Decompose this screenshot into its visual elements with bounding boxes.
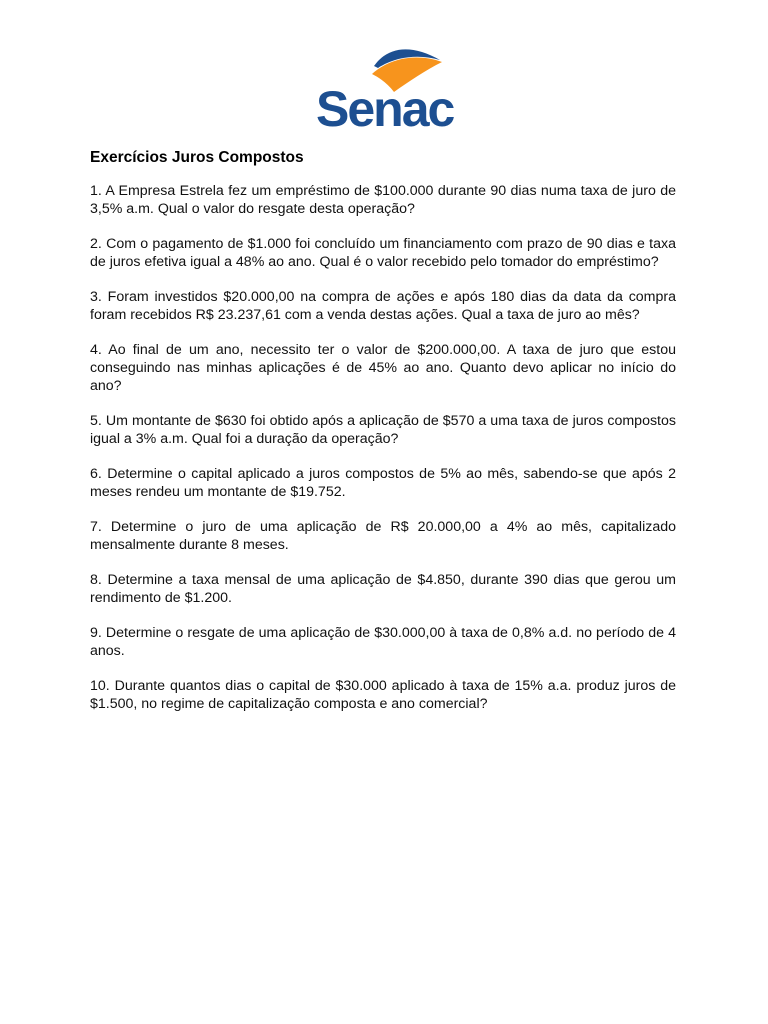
exercise-9: 9. Determine o resgate de uma aplicação de $30.000,00 à taxa de 0,8% a.d. no período de 4 anos. (90, 625, 676, 659)
senac-logo (316, 44, 456, 130)
exercise-8: 8. Determine a taxa mensal de uma aplicação de $4.850, durante 390 dias que gerou um rendimento de $1.200. (90, 572, 676, 606)
exercise-1: 1. A Empresa Estrela fez um empréstimo de $100.000 durante 90 dias numa taxa de juro de 3,5% a.m. Qual o valor do resgate desta operação? (90, 183, 676, 217)
senac-logo-graphic (316, 44, 456, 130)
svg-text:Senac: Senac (316, 81, 454, 130)
exercise-10: 10. Durante quantos dias o capital de $30.000 aplicado à taxa de 15% a.a. produz juros de $1.500, no regime de capitalização composta e ano comercial? (90, 678, 676, 712)
exercise-3: 3. Foram investidos $20.000,00 na compra de ações e após 180 dias da data da compra foram recebidos R$ 23.237,61 com a venda destas ações. Qual a taxa de juro ao mês? (90, 289, 676, 323)
exercise-2: 2. Com o pagamento de $1.000 foi concluído um financiamento com prazo de 90 dias e taxa de juros efetiva igual a 48% ao ano. Qual é o valor recebido pelo tomador do empréstimo? (90, 236, 676, 270)
exercise-4: 4. Ao final de um ano, necessito ter o valor de $200.000,00. A taxa de juro que estou conseguindo nas minhas aplicações é de 45% ao ano. Quanto devo aplicar no início do ano? (90, 342, 676, 394)
exercise-6: 6. Determine o capital aplicado a juros compostos de 5% ao mês, sabendo-se que após 2 meses rendeu um montante de $19.752. (90, 466, 676, 500)
document-content (90, 148, 676, 730)
exercise-7: 7. Determine o juro de uma aplicação de R$ 20.000,00 a 4% ao mês, capitalizado mensalmente durante 8 meses. (90, 519, 676, 553)
exercise-5: 5. Um montante de $630 foi obtido após a aplicação de $570 a uma taxa de juros compostos igual a 3% a.m. Qual foi a duração da operação? (90, 413, 676, 447)
document-title: Exercícios Juros Compostos (90, 149, 304, 166)
